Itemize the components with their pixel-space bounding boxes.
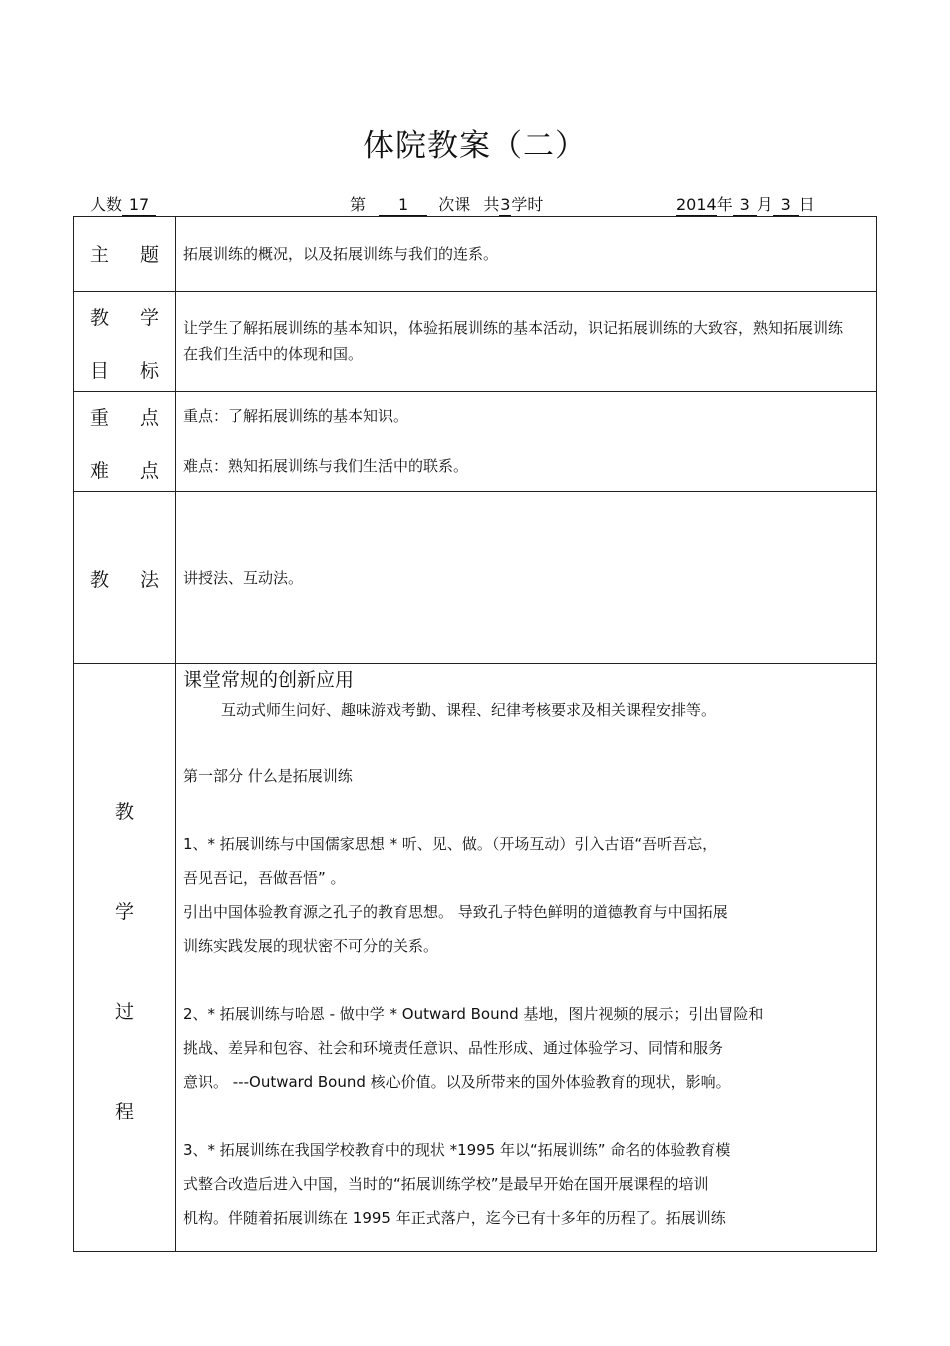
item-three-line: 式整合改造后进入中国，当时的“拓展训练学校”是最早开始在国开展课程的培训 <box>183 1175 709 1193</box>
process-label-3: 过 <box>114 1001 134 1023</box>
session-suffix: 次课 <box>438 195 471 214</box>
item-three-line: 3、* 拓展训练在我国学校教育中的现状 *1995 年以“拓展训练” 命名的体验教育模 <box>183 1141 731 1159</box>
session-info <box>350 192 543 216</box>
document-title: 体院教案（二） <box>363 128 587 164</box>
year-label: 年 <box>716 195 733 214</box>
month-label: 月 <box>756 195 773 214</box>
people-count <box>90 192 156 216</box>
goal-content: 让学生了解拓展训练的基本知识，体验拓展训练的基本活动，识记拓展训练的大致容，熟知拓展训练在我们生活中的体现和国。 <box>183 319 844 363</box>
hours-prefix: 共 <box>483 195 500 214</box>
item-one-line: 吾见吾记，吾做吾悟” 。 <box>183 869 346 887</box>
method-label: 教 法 <box>90 569 159 591</box>
month-value: 3 <box>733 195 757 216</box>
item-one-line: 训练实践发展的现状密不可分的关系。 <box>183 937 439 955</box>
process-label-1: 教 <box>114 801 134 823</box>
method-content: 讲授法、互动法。 <box>183 569 304 587</box>
day-label: 日 <box>798 195 815 214</box>
topic-label: 主 题 <box>90 244 159 266</box>
key-label: 重 点 难 点 <box>90 407 159 482</box>
item-one-line: 引出中国体验教育源之孔子的教育思想。 导致孔子特色鲜明的道德教育与中国拓展 <box>183 903 728 921</box>
session-prefix: 第 <box>350 195 367 214</box>
row-divider <box>74 291 876 292</box>
lesson-plan-table <box>73 216 877 1252</box>
part-one-title: 第一部分 什么是拓展训练 <box>183 767 353 785</box>
process-content <box>183 665 867 1233</box>
people-label: 人数 <box>90 195 123 214</box>
year-value: 2014 <box>676 195 717 214</box>
row-divider <box>74 491 876 492</box>
hours-value: 3 <box>500 195 511 214</box>
difficult-point: 难点：熟知拓展训练与我们生活中的联系。 <box>183 457 469 475</box>
item-three-line: 机构。伴随着拓展训练在 1995 年正式落户，迄今已有十多年的历程了。拓展训练 <box>183 1209 726 1227</box>
row-divider <box>74 663 876 664</box>
process-heading: 课堂常规的创新应用 <box>183 669 355 691</box>
day-value: 3 <box>773 195 799 216</box>
process-intro: 互动式师生问好、趣味游戏考勤、课程、纪律考核要求及相关课程安排等。 <box>221 701 717 719</box>
item-two-line: 挑战、差异和包容、社会和环境责任意识、品性形成、通过体验学习、同情和服务 <box>183 1039 724 1057</box>
topic-content: 拓展训练的概况，以及拓展训练与我们的连系。 <box>183 245 499 263</box>
process-label-4: 程 <box>114 1101 134 1123</box>
row-divider <box>74 391 876 392</box>
session-value: 1 <box>379 195 427 216</box>
goal-label: 教 学 目 标 <box>90 307 159 382</box>
date <box>676 192 815 216</box>
item-one-line: 1、* 拓展训练与中国儒家思想 * 听、见、做。（开场互动）引入古语“吾听吾忘， <box>183 835 718 853</box>
item-two-line: 2、* 拓展训练与哈恩 - 做中学 * Outward Bound 基地，图片视频的展示；引出冒险和 <box>183 1005 764 1023</box>
item-two-line: 意识。 ---Outward Bound 核心价值。以及所带来的国外体验教育的现状，影响。 <box>183 1073 731 1091</box>
hours-suffix: 学时 <box>511 195 544 214</box>
process-label-2: 学 <box>114 901 134 923</box>
column-divider <box>175 217 176 1251</box>
people-value: 17 <box>122 195 156 216</box>
key-point: 重点：了解拓展训练的基本知识。 <box>183 407 409 425</box>
